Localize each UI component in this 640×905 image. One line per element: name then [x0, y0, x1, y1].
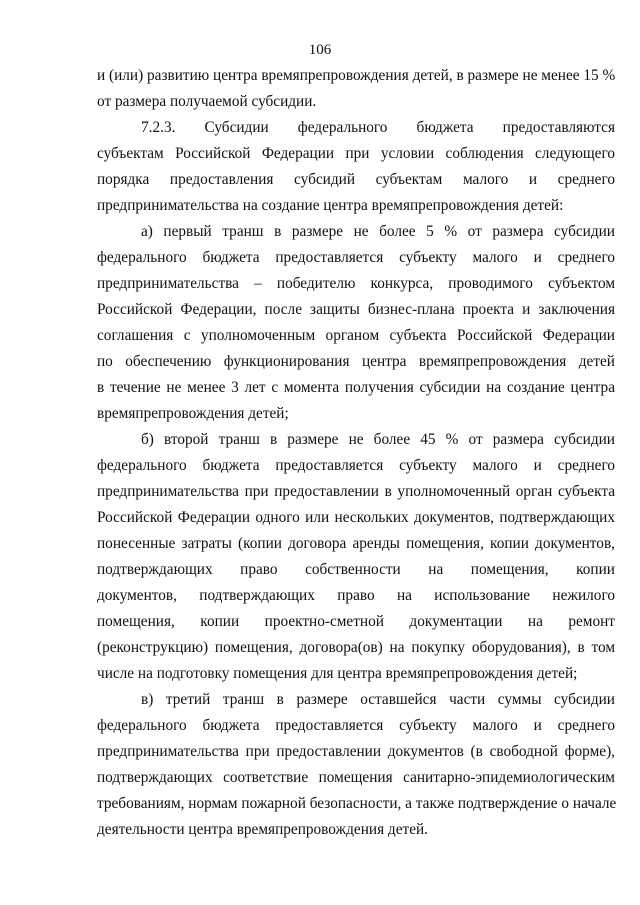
paragraph-item-c: [97, 687, 615, 843]
text-line: субъектам Российской Федерации при условии соблюдения следующего: [97, 145, 615, 162]
text-line: а) первый транш в размере не более 5 % от размера субсидии: [141, 223, 615, 240]
text-line: подтверждающих право собственности на помещения, копии: [97, 561, 615, 578]
text-line: предпринимательства при предоставлении документов (в свободной форме),: [97, 743, 615, 760]
paragraph-continuation: [97, 63, 615, 115]
text-line: федерального бюджета предоставляется субъекту малого и среднего: [97, 457, 615, 474]
text-line: подтверждающих соответствие помещения санитарно-эпидемиологическим: [97, 769, 615, 786]
text-line: в) третий транш в размере оставшейся части суммы субсидии: [141, 691, 615, 708]
text-line: деятельности центра времяпрепровождения детей.: [97, 821, 428, 838]
text-line: Российской Федерации одного или нескольких документов, подтверждающих: [97, 509, 615, 526]
paragraph-item-a: [97, 219, 615, 427]
text-line: предпринимательства при предоставлении в уполномоченный орган субъекта: [97, 483, 615, 500]
paragraph-section-7-2-3: [97, 115, 615, 219]
text-line: предпринимательства на создание центра времяпрепровождения детей:: [97, 197, 564, 214]
text-line: понесенные затраты (копии договора аренды помещения, копии документов,: [97, 535, 615, 552]
paragraph-item-b: [97, 427, 615, 687]
text-line: в течение не менее 3 лет с момента получения субсидии на создание центра: [97, 379, 615, 396]
text-line: б) второй транш в размере не более 45 % от размера субсидии: [141, 431, 615, 448]
text-line: по обеспечению функционирования центра времяпрепровождения детей: [97, 353, 615, 370]
text-line: 7.2.3. Субсидии федерального бюджета предоставляются: [141, 119, 615, 136]
text-line: документов, подтверждающих право на использование нежилого: [97, 587, 615, 604]
document-body: [97, 63, 615, 843]
text-line: порядка предоставления субсидий субъектам малого и среднего: [97, 171, 615, 188]
text-line: федерального бюджета предоставляется субъекту малого и среднего: [97, 249, 615, 266]
text-line: помещения, копии проектно-сметной документации на ремонт: [97, 613, 615, 630]
text-line: от размера получаемой субсидии.: [97, 93, 317, 110]
text-line: федерального бюджета предоставляется субъекту малого и среднего: [97, 717, 615, 734]
text-line: предпринимательства – победителю конкурса, проводимого субъектом: [97, 275, 615, 292]
text-line: времяпрепровождения детей;: [97, 405, 289, 422]
text-line: Российской Федерации, после защиты бизнес-плана проекта и заключения: [97, 301, 615, 318]
page-number: 106: [308, 42, 332, 58]
text-line: числе на подготовку помещения для центра времяпрепровождения детей;: [97, 665, 578, 682]
text-line: соглашения с уполномоченным органом субъекта Российской Федерации: [97, 327, 615, 344]
text-line: и (или) развитию центра времяпрепровождения детей, в размере не менее 15 %: [97, 67, 616, 84]
text-line: (реконструкцию) помещения, договора(ов) на покупку оборудования), в том: [97, 639, 615, 656]
text-line: требованиям, нормам пожарной безопасности, а также подтверждение о начале: [97, 795, 617, 812]
